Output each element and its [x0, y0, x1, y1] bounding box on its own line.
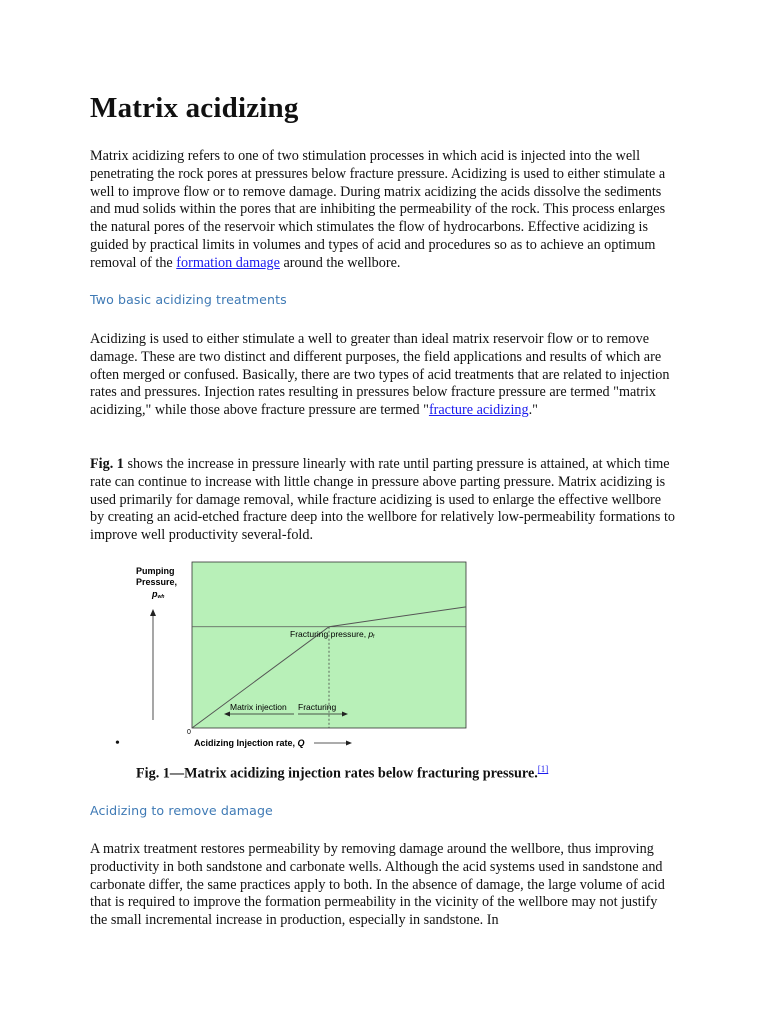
x-axis-label-text: Acidizing Injection rate,: [194, 738, 298, 748]
fracturing-pressure-label: [290, 629, 375, 640]
x-axis-arrowhead: [346, 741, 352, 746]
caption-text: Fig. 1—Matrix acidizing injection rates below fracturing pressure.: [136, 765, 538, 782]
y-axis-label-line1: Pumping: [136, 566, 175, 576]
x-axis-label: [194, 738, 305, 748]
section1-text: Acidizing is used to either stimulate a well to greater than ideal matrix reservoir flow or to remove damage. These are two distinct and different purposes, the field applications and results of which are often merged or confused. Basically, there are two types of acid treatments that are related to injection rates and pressures. Injection rates resulting in pressures below fracture pressure are termed "matrix acidizing," while those above fracture pressure are termed ": [90, 331, 670, 419]
intro-text-end: around the wellbore.: [279, 254, 401, 271]
region-label-fracturing: Fracturing: [298, 702, 337, 712]
fracturing-pressure-text: Fracturing pressure,: [290, 629, 369, 639]
origin-label: 0: [187, 729, 191, 736]
y-axis-label-symbol: [151, 589, 164, 600]
region-label-matrix-injection: Matrix injection: [230, 702, 287, 712]
pressure-rate-chart: [130, 560, 470, 750]
formation-damage-link[interactable]: formation damage: [176, 254, 280, 271]
section-heading-two-basic: Two basic acidizing treatments: [90, 292, 287, 307]
section1-paragraph2: [90, 456, 678, 545]
y-symbol: p: [152, 589, 158, 599]
page-title: Matrix acidizing: [90, 92, 299, 124]
caption-ref: [538, 764, 549, 774]
figure-1: [130, 560, 470, 750]
intro-paragraph: [90, 148, 678, 273]
fracturing-pressure-sub: f: [373, 634, 375, 640]
section-heading-remove-damage: Acidizing to remove damage: [90, 803, 273, 818]
x-axis-label-symbol: Q: [297, 738, 305, 748]
figure-caption: [136, 764, 548, 783]
list-bullet: •: [115, 736, 120, 751]
section1-paragraph1: [90, 331, 678, 420]
section1-para2-text: shows the increase in pressure linearly with rate until parting pressure is attained, at which time rate can continue to increase with little change in pressure above parting pressure. Matrix acidizing is used primarily for damage removal, while fracture acidizing is used to enlarge the effective wellbore by creating an acid-etched fracture deep into the wellbore for relatively low-permeability formations to improve well productivity several-fold.: [90, 456, 675, 544]
y-axis-label-line2: Pressure,: [136, 577, 178, 587]
section2-paragraph: A matrix treatment restores permeability by removing damage around the wellbore, thus improving productivity in both sandstone and carbonate wells. Although the acid systems used in sandstone and carbonate differ, the same practices apply to both. In the absence of damage, the large volume of acid that is required to improve the formation permeability in the vicinity of the wellbore may not justify the small incremental increase in production, especially in sandstone. In: [90, 841, 665, 929]
intro-text: Matrix acidizing refers to one of two stimulation processes in which acid is injected into the well penetrating the rock pores at pressures below fracture pressure. Acidizing is used to either stimulate a well to improve flow or to remove damage. During matrix acidizing the acids dissolve the sediments and mud solids within the pores that are inhibiting the permeability of the rock. This process enlarges the natural pores of the reservoir which stimulates the flow of hydrocarbons. Effective acidizing is guided by practical limits in volumes and types of acid and procedures so as to achieve an optimum removal of the: [90, 148, 666, 271]
fig-ref-bold: Fig. 1: [90, 456, 124, 472]
y-axis-arrowhead: [150, 609, 156, 616]
fracturing-pressure-symbol: p: [368, 629, 374, 639]
fracture-acidizing-link[interactable]: fracture acidizing: [428, 402, 529, 419]
section1-text-end: .": [528, 402, 538, 419]
reference-link-1[interactable]: [1]: [537, 764, 549, 774]
y-symbol-sub: wh: [157, 594, 165, 600]
